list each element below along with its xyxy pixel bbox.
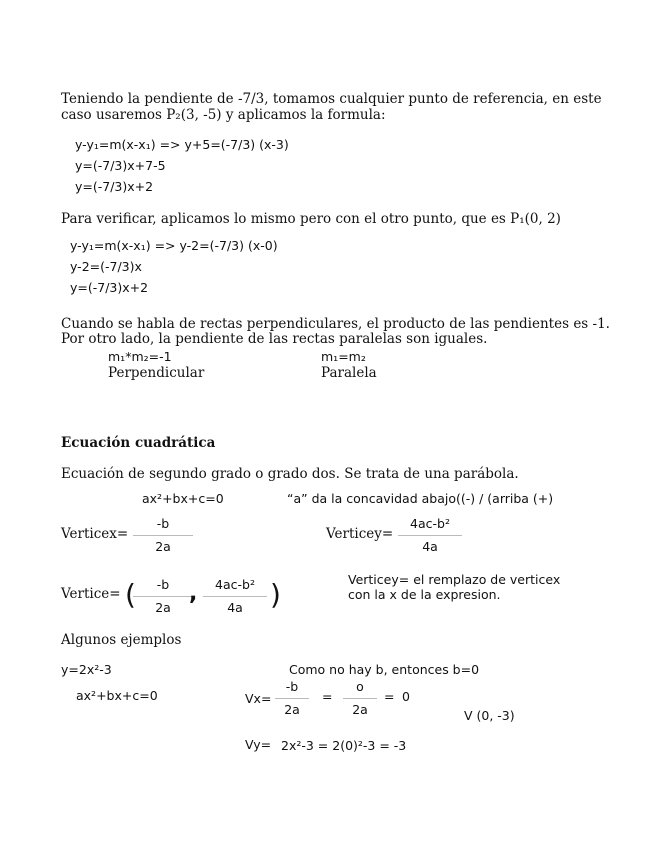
fraction-denominator: 4a bbox=[422, 539, 438, 554]
open-parenthesis: ( bbox=[125, 578, 136, 611]
equation-line: y-y₁=m(x-x₁) => y+5=(-7/3) (x-3) bbox=[75, 137, 289, 152]
parallel-label: Paralela bbox=[321, 365, 377, 381]
vx-label: Vx= bbox=[245, 691, 272, 706]
vy-calculation: 2x²-3 = 2(0)²-3 = -3 bbox=[281, 738, 407, 753]
fraction-denominator: 2a bbox=[155, 539, 171, 554]
fraction-numerator: 4ac-b² bbox=[215, 577, 255, 592]
vy-label: Vy= bbox=[245, 737, 272, 752]
vertex-note-1: Verticey= el remplazo de verticex bbox=[348, 572, 561, 587]
vertex-y-label: Verticey= bbox=[326, 526, 394, 542]
equals-sign: = bbox=[322, 689, 333, 704]
equation-line: y=(-7/3)x+7-5 bbox=[75, 158, 166, 173]
equation-line: y-y₁=m(x-x₁) => y-2=(-7/3) (x-0) bbox=[70, 238, 278, 253]
fraction-numerator: -b bbox=[156, 516, 170, 531]
general-form: ax²+bx+c=0 bbox=[142, 491, 224, 506]
parallel-formula: m₁=m₂ bbox=[321, 349, 366, 364]
equals-sign: = bbox=[384, 689, 395, 704]
fraction-denominator: 2a bbox=[284, 702, 300, 717]
fraction-numerator: -b bbox=[156, 577, 170, 592]
fraction-denominator: 2a bbox=[352, 702, 368, 717]
vertex-label: Vertice= bbox=[61, 586, 121, 602]
concavity-note: “a” da la concavidad abajo((-) / (arriba (+) bbox=[287, 491, 554, 506]
fraction-denominator: 2a bbox=[155, 600, 171, 615]
intro-line-2: caso usaremos P₂(3, -5) y aplicamos la formula: bbox=[61, 107, 386, 123]
equation-line: y-2=(-7/3)x bbox=[70, 259, 142, 274]
comma-separator: , bbox=[189, 581, 198, 606]
vx-substituted-fraction bbox=[343, 679, 377, 718]
verify-text: Para verificar, aplicamos lo mismo pero con el otro punto, que es P₁(0, 2) bbox=[61, 211, 561, 227]
vertex-x-fraction bbox=[133, 577, 193, 616]
vertex-note-2: con la x de la expresion. bbox=[348, 587, 501, 602]
close-parenthesis: ) bbox=[270, 578, 281, 611]
vertex-y-fraction bbox=[203, 577, 267, 616]
fraction-denominator: 4a bbox=[227, 600, 243, 615]
perpendicular-formula: m₁*m₂=-1 bbox=[108, 349, 172, 364]
perpendicular-text-2: Por otro lado, la pendiente de las rectas paralelas son iguales. bbox=[61, 331, 488, 347]
equation-line: y=(-7/3)x+2 bbox=[75, 179, 154, 194]
vertex-result: V (0, -3) bbox=[464, 708, 515, 723]
section-heading: Ecuación cuadrática bbox=[61, 435, 216, 451]
perpendicular-label: Perpendicular bbox=[108, 365, 205, 381]
intro-line-1: Teniendo la pendiente de -7/3, tomamos cualquier punto de referencia, en este bbox=[61, 91, 602, 107]
vertex-x-label: Verticex= bbox=[61, 526, 129, 542]
b-zero-note: Como no hay b, entonces b=0 bbox=[289, 662, 480, 677]
vertex-x-fraction bbox=[133, 516, 193, 555]
example-function: y=2x²-3 bbox=[61, 662, 112, 677]
vx-result: 0 bbox=[402, 689, 410, 704]
equation-line: y=(-7/3)x+2 bbox=[70, 280, 149, 295]
fraction-numerator: 4ac-b² bbox=[410, 516, 450, 531]
perpendicular-text-1: Cuando se habla de rectas perpendiculares, el producto de las pendientes es -1. bbox=[61, 316, 610, 332]
examples-heading: Algunos ejemplos bbox=[61, 632, 182, 648]
fraction-numerator: -b bbox=[285, 679, 299, 694]
example-general-form: ax²+bx+c=0 bbox=[76, 688, 158, 703]
vertex-y-fraction bbox=[398, 516, 462, 555]
quadratic-description: Ecuación de segundo grado o grado dos. Se trata de una parábola. bbox=[61, 466, 519, 482]
vx-fraction bbox=[275, 679, 309, 718]
fraction-numerator: o bbox=[356, 679, 364, 694]
